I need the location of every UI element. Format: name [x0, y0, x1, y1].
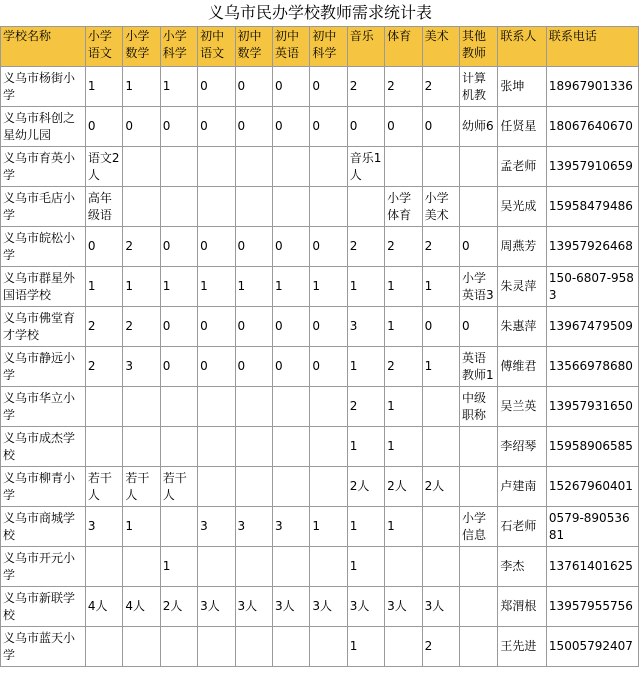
cell-primary-chinese: 高年级语 — [85, 187, 122, 227]
cell-art: 3人 — [422, 587, 459, 627]
cell-middle-math: 0 — [235, 107, 272, 147]
cell-middle-chinese: 3人 — [198, 587, 235, 627]
cell-middle-science: 0 — [310, 227, 347, 267]
cell-other-teacher — [459, 627, 497, 667]
cell-middle-chinese — [198, 187, 235, 227]
cell-music: 1 — [347, 547, 384, 587]
cell-primary-science — [160, 147, 197, 187]
cell-phone: 15958906585 — [546, 427, 638, 467]
cell-music: 1 — [347, 507, 384, 547]
cell-other-teacher — [459, 467, 497, 507]
cell-primary-science — [160, 627, 197, 667]
cell-phone: 13957931650 — [546, 387, 638, 427]
cell-art — [422, 547, 459, 587]
cell-primary-chinese: 0 — [85, 107, 122, 147]
cell-contact: 石老师 — [498, 507, 547, 547]
cell-middle-math — [235, 467, 272, 507]
cell-music: 2 — [347, 387, 384, 427]
cell-pe: 1 — [385, 507, 422, 547]
cell-art: 0 — [422, 107, 459, 147]
cell-school-name: 义乌市佛堂育才学校 — [1, 307, 86, 347]
cell-pe: 小学体育 — [385, 187, 422, 227]
cell-phone: 15958479486 — [546, 187, 638, 227]
cell-middle-math — [235, 387, 272, 427]
cell-middle-science: 0 — [310, 107, 347, 147]
cell-pe: 1 — [385, 307, 422, 347]
cell-contact: 张坤 — [498, 67, 547, 107]
table-row — [1, 347, 639, 387]
cell-middle-english — [272, 467, 309, 507]
cell-other-teacher: 幼师6 — [459, 107, 497, 147]
cell-school-name: 义乌市静远小学 — [1, 347, 86, 387]
cell-other-teacher — [459, 587, 497, 627]
cell-school-name: 义乌市科创之星幼儿园 — [1, 107, 86, 147]
cell-music: 2 — [347, 227, 384, 267]
cell-middle-english — [272, 547, 309, 587]
table-row — [1, 307, 639, 347]
cell-art: 小学美术 — [422, 187, 459, 227]
cell-phone: 18067640670 — [546, 107, 638, 147]
cell-middle-english — [272, 627, 309, 667]
page-title: 义乌市民办学校教师需求统计表 — [207, 3, 432, 22]
cell-primary-science: 若干人 — [160, 467, 197, 507]
cell-middle-english — [272, 427, 309, 467]
table-row — [1, 107, 639, 147]
cell-phone: 13957926468 — [546, 227, 638, 267]
cell-other-teacher: 中级职称 — [459, 387, 497, 427]
cell-school-name: 义乌市育英小学 — [1, 147, 86, 187]
column-header-phone: 联系电话 — [546, 27, 638, 67]
cell-primary-chinese: 2 — [85, 347, 122, 387]
cell-primary-math — [123, 387, 160, 427]
cell-primary-math: 4人 — [123, 587, 160, 627]
cell-middle-math: 3人 — [235, 587, 272, 627]
cell-music: 音乐1人 — [347, 147, 384, 187]
cell-pe: 0 — [385, 107, 422, 147]
cell-primary-math: 若干人 — [123, 467, 160, 507]
cell-middle-science — [310, 547, 347, 587]
cell-primary-chinese: 3 — [85, 507, 122, 547]
cell-middle-math: 0 — [235, 307, 272, 347]
cell-primary-science: 1 — [160, 267, 197, 307]
cell-middle-science: 0 — [310, 67, 347, 107]
cell-phone: 0579-89053681 — [546, 507, 638, 547]
column-header-school-name: 学校名称 — [1, 27, 86, 67]
cell-middle-math — [235, 427, 272, 467]
cell-school-name: 义乌市毛店小学 — [1, 187, 86, 227]
cell-primary-science: 0 — [160, 307, 197, 347]
cell-middle-english: 0 — [272, 67, 309, 107]
cell-middle-chinese: 3 — [198, 507, 235, 547]
cell-middle-science: 1 — [310, 507, 347, 547]
cell-contact: 朱惠萍 — [498, 307, 547, 347]
column-header-primary-math: 小学数学 — [123, 27, 160, 67]
cell-contact: 李杰 — [498, 547, 547, 587]
cell-primary-science: 1 — [160, 547, 197, 587]
cell-music: 3 — [347, 307, 384, 347]
column-header-music: 音乐 — [347, 27, 384, 67]
cell-phone: 13957955756 — [546, 587, 638, 627]
table-row — [1, 67, 639, 107]
cell-music — [347, 187, 384, 227]
cell-art: 2 — [422, 227, 459, 267]
cell-primary-science: 1 — [160, 67, 197, 107]
cell-art: 2 — [422, 627, 459, 667]
cell-primary-chinese: 0 — [85, 227, 122, 267]
cell-middle-math: 0 — [235, 67, 272, 107]
cell-music: 1 — [347, 347, 384, 387]
cell-primary-science — [160, 427, 197, 467]
cell-pe: 1 — [385, 427, 422, 467]
cell-art: 2人 — [422, 467, 459, 507]
cell-school-name: 义乌市皖松小学 — [1, 227, 86, 267]
table-row — [1, 427, 639, 467]
cell-primary-math: 1 — [123, 267, 160, 307]
table-header-row — [1, 27, 639, 67]
cell-middle-chinese: 0 — [198, 67, 235, 107]
column-header-primary-science: 小学科学 — [160, 27, 197, 67]
cell-primary-science: 0 — [160, 227, 197, 267]
cell-pe — [385, 627, 422, 667]
cell-middle-math: 1 — [235, 267, 272, 307]
cell-middle-chinese — [198, 387, 235, 427]
column-header-middle-science: 初中科学 — [310, 27, 347, 67]
column-header-other-teacher: 其他教师 — [459, 27, 497, 67]
column-header-contact: 联系人 — [498, 27, 547, 67]
cell-middle-english: 0 — [272, 227, 309, 267]
table-row — [1, 227, 639, 267]
cell-middle-science — [310, 467, 347, 507]
cell-school-name: 义乌市商城学校 — [1, 507, 86, 547]
cell-art — [422, 507, 459, 547]
cell-primary-math: 3 — [123, 347, 160, 387]
cell-middle-chinese: 0 — [198, 347, 235, 387]
cell-middle-science: 3人 — [310, 587, 347, 627]
cell-school-name: 义乌市柳青小学 — [1, 467, 86, 507]
cell-music: 1 — [347, 627, 384, 667]
cell-middle-english: 0 — [272, 347, 309, 387]
cell-other-teacher: 小学信息 — [459, 507, 497, 547]
cell-middle-science: 0 — [310, 307, 347, 347]
cell-contact: 吴兰英 — [498, 387, 547, 427]
cell-music: 2 — [347, 67, 384, 107]
cell-middle-science: 0 — [310, 347, 347, 387]
cell-primary-math — [123, 187, 160, 227]
cell-music: 3人 — [347, 587, 384, 627]
cell-primary-chinese — [85, 427, 122, 467]
cell-pe: 2 — [385, 347, 422, 387]
cell-phone: 15005792407 — [546, 627, 638, 667]
column-header-art: 美术 — [422, 27, 459, 67]
cell-primary-chinese: 4人 — [85, 587, 122, 627]
cell-phone: 18967901336 — [546, 67, 638, 107]
cell-contact: 吴光成 — [498, 187, 547, 227]
cell-music: 1 — [347, 427, 384, 467]
cell-contact: 任贤星 — [498, 107, 547, 147]
cell-middle-science — [310, 427, 347, 467]
cell-primary-math: 1 — [123, 67, 160, 107]
cell-primary-science — [160, 187, 197, 227]
cell-art — [422, 147, 459, 187]
cell-school-name: 义乌市华立小学 — [1, 387, 86, 427]
cell-other-teacher — [459, 547, 497, 587]
cell-school-name: 义乌市开元小学 — [1, 547, 86, 587]
cell-contact: 孟老师 — [498, 147, 547, 187]
cell-other-teacher: 英语教师1 — [459, 347, 497, 387]
cell-primary-chinese — [85, 547, 122, 587]
cell-primary-math — [123, 427, 160, 467]
cell-middle-math — [235, 187, 272, 227]
table-row — [1, 267, 639, 307]
cell-other-teacher: 0 — [459, 227, 497, 267]
cell-middle-math: 0 — [235, 347, 272, 387]
cell-primary-math: 2 — [123, 227, 160, 267]
cell-middle-english — [272, 147, 309, 187]
cell-phone: 13761401625 — [546, 547, 638, 587]
cell-contact: 周燕芳 — [498, 227, 547, 267]
teacher-demand-table — [0, 26, 639, 667]
cell-middle-chinese: 0 — [198, 307, 235, 347]
cell-art: 0 — [422, 307, 459, 347]
cell-primary-math — [123, 547, 160, 587]
cell-school-name: 义乌市群星外国语学校 — [1, 267, 86, 307]
cell-middle-math: 3 — [235, 507, 272, 547]
table-row — [1, 547, 639, 587]
cell-pe: 3人 — [385, 587, 422, 627]
cell-primary-science: 2人 — [160, 587, 197, 627]
table-row — [1, 507, 639, 547]
cell-school-name: 义乌市新联学校 — [1, 587, 86, 627]
cell-primary-math — [123, 147, 160, 187]
table-row — [1, 467, 639, 507]
table-body — [1, 67, 639, 667]
cell-primary-chinese: 语文2人 — [85, 147, 122, 187]
cell-pe — [385, 147, 422, 187]
cell-pe — [385, 547, 422, 587]
cell-middle-english: 3 — [272, 507, 309, 547]
column-header-middle-chinese: 初中语文 — [198, 27, 235, 67]
cell-music: 2人 — [347, 467, 384, 507]
cell-other-teacher — [459, 427, 497, 467]
cell-school-name: 义乌市蓝天小学 — [1, 627, 86, 667]
cell-other-teacher — [459, 187, 497, 227]
cell-primary-chinese: 1 — [85, 67, 122, 107]
cell-phone: 13957910659 — [546, 147, 638, 187]
cell-phone: 13566978680 — [546, 347, 638, 387]
table-row — [1, 587, 639, 627]
cell-phone: 13967479509 — [546, 307, 638, 347]
table-row — [1, 627, 639, 667]
cell-pe: 2 — [385, 67, 422, 107]
cell-middle-science — [310, 387, 347, 427]
cell-contact: 郑渭根 — [498, 587, 547, 627]
cell-other-teacher: 计算机教 — [459, 67, 497, 107]
cell-middle-chinese: 0 — [198, 107, 235, 147]
cell-art: 2 — [422, 67, 459, 107]
cell-middle-math — [235, 627, 272, 667]
cell-primary-chinese — [85, 627, 122, 667]
cell-middle-chinese — [198, 627, 235, 667]
cell-music: 0 — [347, 107, 384, 147]
cell-pe: 1 — [385, 387, 422, 427]
table-row — [1, 187, 639, 227]
cell-contact: 王先进 — [498, 627, 547, 667]
cell-phone: 15267960401 — [546, 467, 638, 507]
cell-primary-science — [160, 387, 197, 427]
cell-art — [422, 387, 459, 427]
cell-middle-math: 0 — [235, 227, 272, 267]
column-header-middle-english: 初中英语 — [272, 27, 309, 67]
cell-art: 1 — [422, 347, 459, 387]
cell-middle-chinese — [198, 547, 235, 587]
cell-art: 1 — [422, 267, 459, 307]
cell-primary-math — [123, 627, 160, 667]
cell-middle-chinese — [198, 147, 235, 187]
cell-middle-math — [235, 547, 272, 587]
cell-other-teacher: 0 — [459, 307, 497, 347]
cell-middle-chinese — [198, 467, 235, 507]
cell-primary-chinese: 若干人 — [85, 467, 122, 507]
cell-contact: 李绍琴 — [498, 427, 547, 467]
cell-phone: 150-6807-9583 — [546, 267, 638, 307]
cell-middle-english: 3人 — [272, 587, 309, 627]
table-row — [1, 147, 639, 187]
cell-middle-english: 1 — [272, 267, 309, 307]
cell-contact: 朱灵萍 — [498, 267, 547, 307]
cell-middle-english: 0 — [272, 307, 309, 347]
column-header-primary-chinese: 小学语文 — [85, 27, 122, 67]
cell-primary-chinese — [85, 387, 122, 427]
cell-other-teacher: 小学英语3 — [459, 267, 497, 307]
cell-school-name: 义乌市杨街小学 — [1, 67, 86, 107]
cell-primary-chinese: 1 — [85, 267, 122, 307]
cell-primary-chinese: 2 — [85, 307, 122, 347]
cell-middle-science — [310, 147, 347, 187]
cell-middle-science — [310, 627, 347, 667]
cell-pe: 2人 — [385, 467, 422, 507]
cell-middle-chinese: 1 — [198, 267, 235, 307]
cell-middle-science — [310, 187, 347, 227]
table-row — [1, 387, 639, 427]
cell-primary-science: 0 — [160, 347, 197, 387]
cell-middle-chinese: 0 — [198, 227, 235, 267]
cell-primary-science — [160, 507, 197, 547]
column-header-middle-math: 初中数学 — [235, 27, 272, 67]
cell-middle-chinese — [198, 427, 235, 467]
cell-pe: 1 — [385, 267, 422, 307]
cell-contact: 傅维君 — [498, 347, 547, 387]
cell-music: 1 — [347, 267, 384, 307]
cell-primary-math: 2 — [123, 307, 160, 347]
cell-middle-science: 1 — [310, 267, 347, 307]
cell-primary-math: 0 — [123, 107, 160, 147]
column-header-pe: 体育 — [385, 27, 422, 67]
cell-primary-math: 1 — [123, 507, 160, 547]
cell-middle-english — [272, 187, 309, 227]
cell-contact: 卢建南 — [498, 467, 547, 507]
cell-middle-english — [272, 387, 309, 427]
cell-art — [422, 427, 459, 467]
cell-middle-math — [235, 147, 272, 187]
cell-school-name: 义乌市成杰学校 — [1, 427, 86, 467]
cell-other-teacher — [459, 147, 497, 187]
cell-primary-science: 0 — [160, 107, 197, 147]
cell-pe: 2 — [385, 227, 422, 267]
cell-middle-english: 0 — [272, 107, 309, 147]
